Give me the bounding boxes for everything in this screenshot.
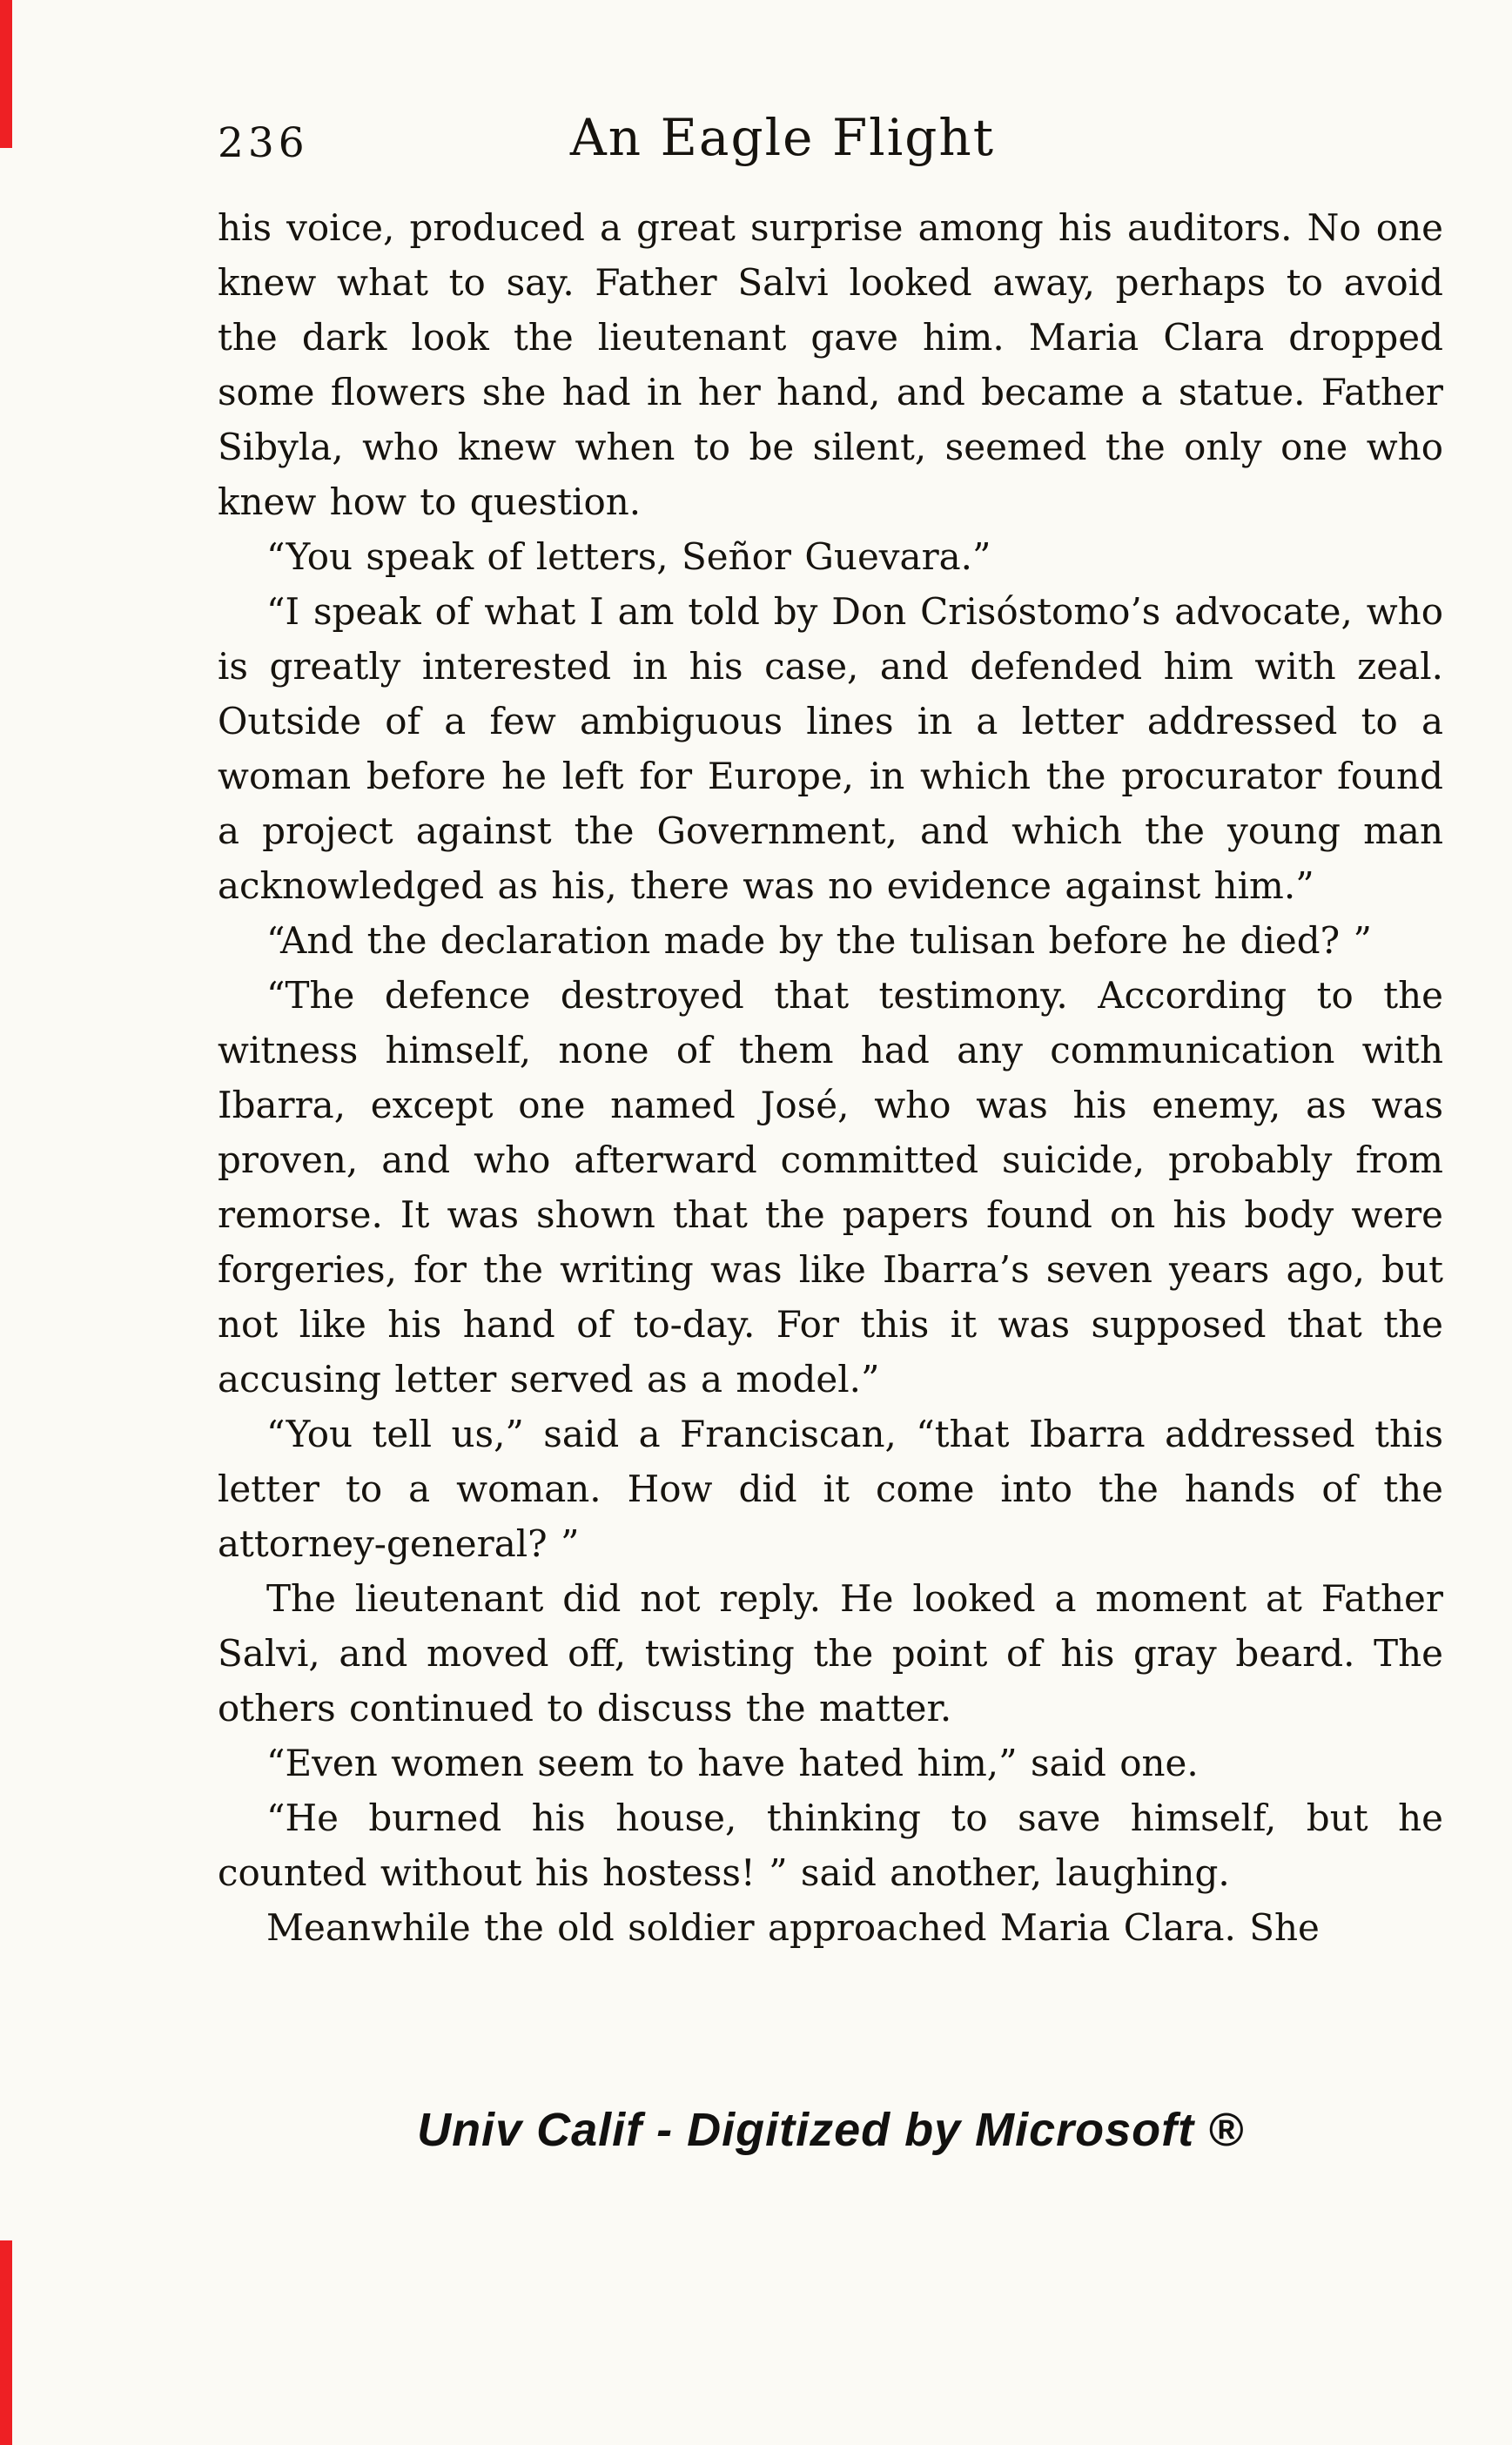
paragraph: “And the declaration made by the tulisan before he died? ”: [266, 919, 1373, 962]
paragraph: his voice, produced a great surprise among his auditors. No one knew what to say. Father Salvi looked away, perhaps to avoid the dark look the lieutenant gave him. Maria Clara dropped some flowers she had in her hand, and became a statue. Father Sibyla, who knew when to be silent, seemed the only one who knew how to question.: [218, 206, 1443, 523]
paragraph: “He burned his house, thinking to save himself, but he counted without his hostess! ” said another, laughing.: [218, 1797, 1443, 1894]
paragraph: Meanwhile the old soldier approached Maria Clara. She: [266, 1906, 1320, 1949]
running-title: An Eagle Flight: [569, 108, 996, 167]
page-header: [218, 97, 1443, 167]
page-number: 236: [218, 119, 309, 167]
paragraph: “You tell us,” said a Franciscan, “that Ibarra addressed this letter to a woman. How did it come into the hands of the attorney-general? ”: [218, 1413, 1443, 1565]
scan-red-edge-bottom: [0, 2240, 12, 2445]
paragraph: “Even women seem to have hated him,” said one.: [266, 1742, 1199, 1784]
scan-red-edge-top: [0, 0, 12, 148]
paragraph: The lieutenant did not reply. He looked a moment at Father Salvi, and moved off, twisting the point of his gray beard. The others continued to discuss the matter.: [218, 1577, 1443, 1730]
paragraph: “You speak of letters, Señor Guevara.”: [266, 535, 991, 578]
book-page: [218, 97, 1443, 2157]
page-body: [218, 200, 1443, 1955]
paragraph: “The defence destroyed that testimony. According to the witness himself, none of them had any communication with Ibarra, except one named José, who was his enemy, as was proven, and who afterward committed suicide, probably from remorse. It was shown that the papers found on his body were forgeries, for the writing was like Ibarra’s seven years ago, but not like his hand of to-day. For this it was supposed that the accusing letter served as a model.”: [218, 974, 1443, 1401]
paragraph: “I speak of what I am told by Don Crisóstomo’s advocate, who is greatly interested in his case, and defended him with zeal. Outside of a few ambiguous lines in a letter addressed to a woman before he left for Europe, in which the procurator found a project against the Government, and which the young man acknowledged as his, there was no evidence against him.”: [218, 590, 1443, 907]
digitization-watermark: Univ Calif - Digitized by Microsoft ®: [417, 2104, 1244, 2156]
